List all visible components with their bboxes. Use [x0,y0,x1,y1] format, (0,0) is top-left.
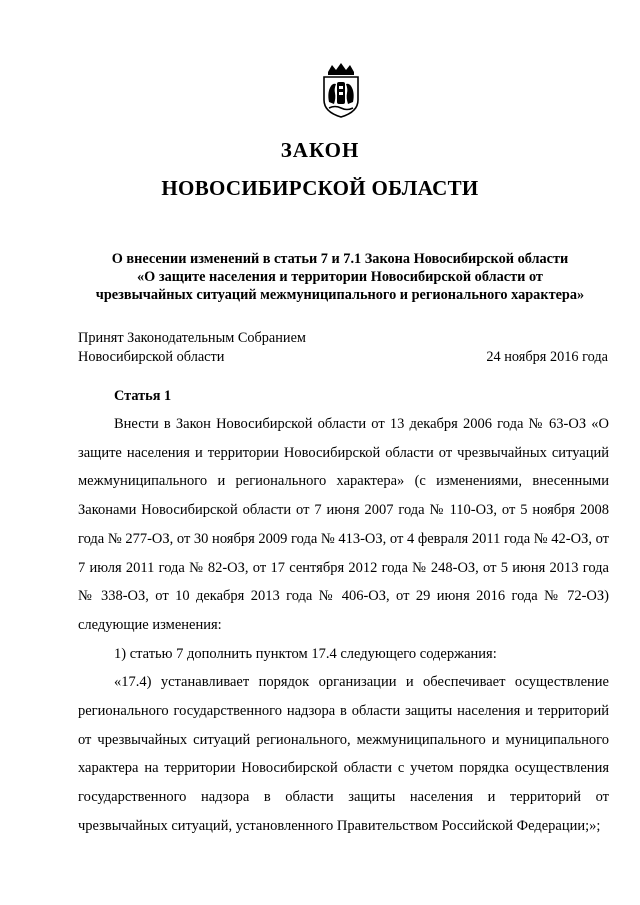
article-paragraph: «17.4) устанавливает порядок организации и обеспечивает осуществление регионального государственного надзора в области защиты населения и территорий от чрезвычайных ситуаций регионального, межмуниципального и муниципального характера на территории Новосибирской области с учетом порядка осуществления государственного надзора в области защиты населения и территорий от чрезвычайных ситуаций, установленного Правительством Российской Федерации;»; [78,674,609,834]
adoption-block [78,329,608,367]
adoption-authority-region: Новосибирской области [78,349,225,365]
law-subject [60,250,620,304]
adoption-date: 24 ноября 2016 года [486,349,608,365]
article-body [78,410,609,841]
adoption-authority: Принят Законодательным Собранием [78,330,306,346]
article-paragraph: 1) статью 7 дополнить пунктом 17.4 следующего содержания: [114,645,497,662]
coat-of-arms-icon [319,62,363,118]
article-paragraph: Внести в Закон Новосибирской области от 13 декабря 2006 года № 63-ОЗ «О защите населения и территории Новосибирской области от чрезвычайных ситуаций межмуниципального и регионального характера» (с изменениями, внесенными Законами Новосибирской области от 7 июня 2007 года № 110-ОЗ, от 5 ноября 2008 года № 277-ОЗ, от 30 ноября 2009 года № 413-ОЗ, от 4 февраля 2011 года № 42-ОЗ, от 7 июля 2011 года № 82-ОЗ, от 17 сентября 2012 года № 248-ОЗ, от 5 июня 2013 года № 338-ОЗ, от 10 декабря 2013 года № 406-ОЗ, от 29 июня 2016 года № 72-ОЗ) следующие изменения: [78,416,609,633]
subject-line: «О защите населения и территории Новосибирской области от [137,269,543,285]
subject-line: О внесении изменений в статьи 7 и 7.1 Закона Новосибирской области [111,251,569,267]
law-region-title: НОВОСИБИРСКОЙ ОБЛАСТИ [161,176,479,200]
article-heading: Статья 1 [114,388,172,404]
subject-line: чрезвычайных ситуаций межмуниципального и регионального характера» [95,287,585,303]
law-title: ЗАКОН [280,138,360,162]
